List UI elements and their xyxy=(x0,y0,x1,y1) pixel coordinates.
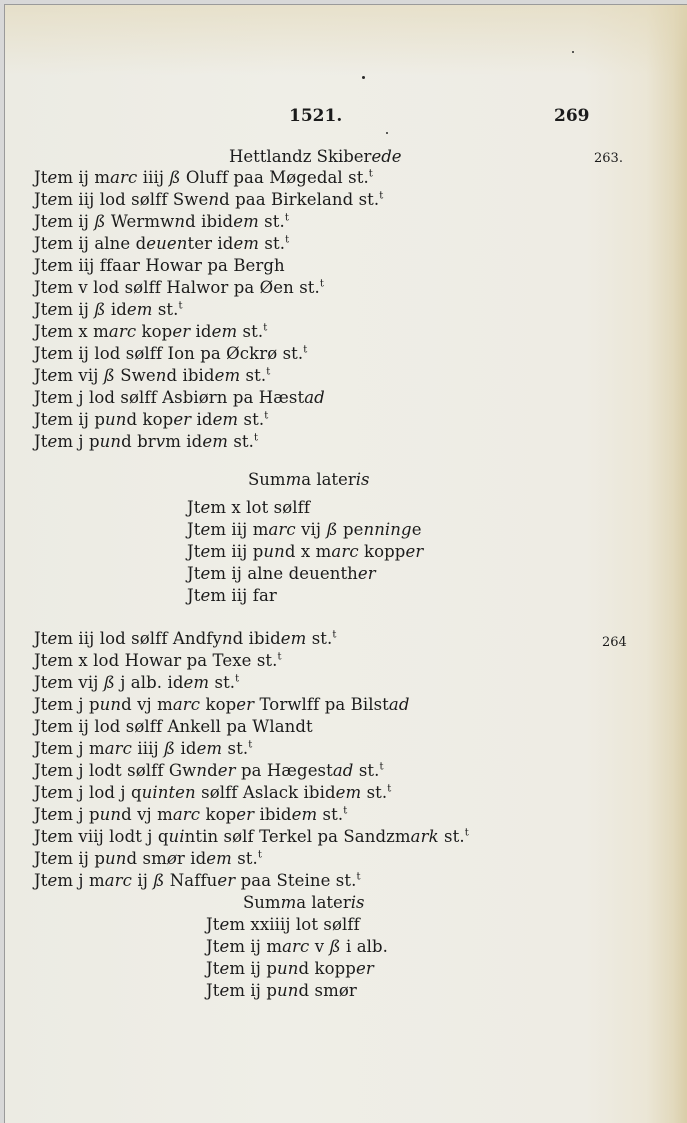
ledger-line: Jtem ij pund smør idem st.$^t$ xyxy=(34,849,262,868)
ink-speck xyxy=(572,51,574,53)
summa-line: Jtem ij alne deuenther xyxy=(187,564,376,583)
ledger-line: Jtem viij lodt j quintin sølf Terkel pa Sandzmark st.$^t$ xyxy=(34,827,469,846)
ledger-line: Jtem iij ffaar Howar pa Bergh xyxy=(34,256,285,275)
ledger-line: Jtem j marc iiij ß idem st.$^t$ xyxy=(34,739,253,758)
summa-line: Jtem iij marc vij ß penninge xyxy=(187,520,422,539)
margin-reference: 263. xyxy=(594,151,623,166)
summa-line: Jtem xxiiij lot sølff xyxy=(206,915,360,934)
ink-speck xyxy=(386,132,388,134)
ledger-line: Jtem iij lod sølff Swend paa Birkeland st.$^t$ xyxy=(34,190,384,209)
summa-line: Jtem ij pund smør xyxy=(206,981,357,1000)
ledger-line: Jtem ij alne deuenter idem st.$^t$ xyxy=(34,234,290,253)
book-page xyxy=(4,4,687,1123)
ledger-line: Jtem j marc ij ß Naffuer paa Steine st.$^t$ xyxy=(34,871,361,890)
ledger-line: Jtem vij ß j alb. idem st.$^t$ xyxy=(34,673,240,692)
ledger-line: Jtem iij lod sølff Andfynd ibidem st.$^t$ xyxy=(34,629,337,648)
ledger-line: Jtem ij marc iiij ß Oluff paa Møgedal st.$^t$ xyxy=(34,168,373,187)
summa-heading: Summa lateris xyxy=(243,893,365,912)
ledger-line: Jtem j lod sølff Asbiørn pa Hæstad xyxy=(34,388,325,407)
ledger-line: Jtem ij pund koper idem st.$^t$ xyxy=(34,410,269,429)
summa-line: Jtem x lot sølff xyxy=(187,498,311,517)
ledger-line: Jtem x marc koper idem st.$^t$ xyxy=(34,322,268,341)
ledger-line: Jtem j pund vj marc koper Torwlff pa Bilstad xyxy=(34,695,410,714)
ledger-line: Jtem ij lod sølff Ankell pa Wlandt xyxy=(34,717,313,736)
ledger-line: Jtem ij ß Wermwnd ibidem st.$^t$ xyxy=(34,212,289,231)
ledger-line: Jtem j lod j quinten sølff Aslack ibidem st.$^t$ xyxy=(34,783,392,802)
ledger-line: Jtem j lodt sølff Gwnder pa Hægestad st.$^t$ xyxy=(34,761,384,780)
ledger-line: Jtem ij ß idem st.$^t$ xyxy=(34,300,183,319)
summa-line: Jtem ij pund kopper xyxy=(206,959,374,978)
ledger-line: Jtem j pund vj marc koper ibidem st.$^t$ xyxy=(34,805,348,824)
ledger-line: Jtem ij lod sølff Ion pa Øckrø st.$^t$ xyxy=(34,344,308,363)
running-header-year: 1521. xyxy=(289,106,343,126)
ledger-line: Jtem vij ß Swend ibidem st.$^t$ xyxy=(34,366,271,385)
ledger-line: Jtem x lod Howar pa Texe st.$^t$ xyxy=(34,651,282,670)
summa-line: Jtem ij marc v ß i alb. xyxy=(206,937,389,956)
ledger-line: Jtem j pund brvm idem st.$^t$ xyxy=(34,432,259,451)
ink-speck xyxy=(362,76,365,79)
summa-line: Jtem iij far xyxy=(187,586,277,605)
section-heading: Hettlandz Skiberede xyxy=(229,147,402,166)
summa-line: Jtem iij pund x marc kopper xyxy=(187,542,424,561)
summa-heading: Summa lateris xyxy=(248,470,370,489)
page-number: 269 xyxy=(554,106,590,126)
ledger-line: Jtem v lod sølff Halwor pa Øen st.$^t$ xyxy=(34,278,325,297)
margin-reference: 264 xyxy=(602,635,627,650)
